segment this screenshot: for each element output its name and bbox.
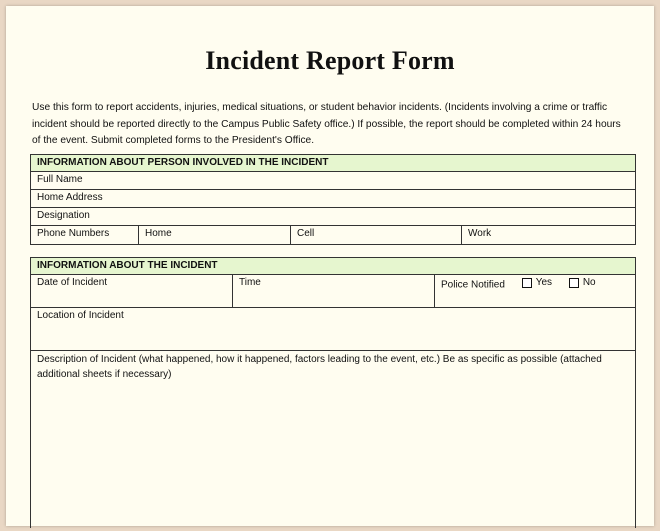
form-page bbox=[6, 6, 654, 526]
no-checkbox[interactable] bbox=[569, 278, 579, 288]
designation-row[interactable] bbox=[31, 208, 635, 226]
date-field[interactable] bbox=[31, 275, 232, 307]
incident-section bbox=[30, 257, 636, 528]
work-phone-field[interactable] bbox=[461, 226, 635, 244]
incident-section-header: INFORMATION ABOUT THE INCIDENT bbox=[31, 258, 635, 275]
phone-numbers-label: Phone Numbers bbox=[37, 228, 110, 239]
police-notified-label: Police Notified bbox=[441, 279, 505, 291]
home-address-label: Home Address bbox=[37, 192, 103, 203]
police-yes-option[interactable] bbox=[522, 277, 552, 288]
home-address-row[interactable] bbox=[31, 190, 635, 208]
police-notified-field bbox=[434, 275, 635, 307]
yes-label: Yes bbox=[535, 277, 553, 288]
full-name-label: Full Name bbox=[37, 174, 83, 185]
full-name-row[interactable] bbox=[31, 172, 635, 190]
police-no-option[interactable] bbox=[569, 277, 596, 288]
location-row[interactable] bbox=[31, 308, 635, 351]
person-section bbox=[30, 154, 636, 245]
time-label: Time bbox=[239, 277, 261, 288]
form-title: Incident Report Form bbox=[205, 46, 455, 75]
date-time-row bbox=[31, 275, 635, 308]
description-row[interactable] bbox=[31, 351, 635, 531]
description-label: Description of Incident (what happened, how it happened, factors leading to the event, etc.) Be as specific as possible (attached additional sheets if necessary) bbox=[37, 354, 602, 380]
time-field[interactable] bbox=[232, 275, 434, 307]
cell-phone-label: Cell bbox=[297, 228, 315, 239]
date-label: Date of Incident bbox=[37, 277, 108, 288]
person-section-header: INFORMATION ABOUT PERSON INVOLVED IN THE INCIDENT bbox=[31, 155, 635, 172]
designation-label: Designation bbox=[37, 210, 90, 221]
phone-numbers-row bbox=[31, 226, 635, 244]
work-phone-label: Work bbox=[468, 228, 492, 239]
yes-checkbox[interactable] bbox=[522, 278, 532, 288]
no-label: No bbox=[582, 277, 596, 288]
form-instructions: Use this form to report accidents, injuries, medical situations, or student behavior incidents. (Incidents involving a crime or traffic incident should be reported directly to the Campus Public Safety office.) If possible, the report should be completed within 24 hours of the event. Submit completed forms to the President's Office. bbox=[32, 102, 621, 146]
cell-phone-field[interactable] bbox=[290, 226, 461, 244]
location-label: Location of Incident bbox=[37, 310, 124, 321]
home-phone-field[interactable] bbox=[138, 226, 290, 244]
home-phone-label: Home bbox=[145, 228, 172, 239]
